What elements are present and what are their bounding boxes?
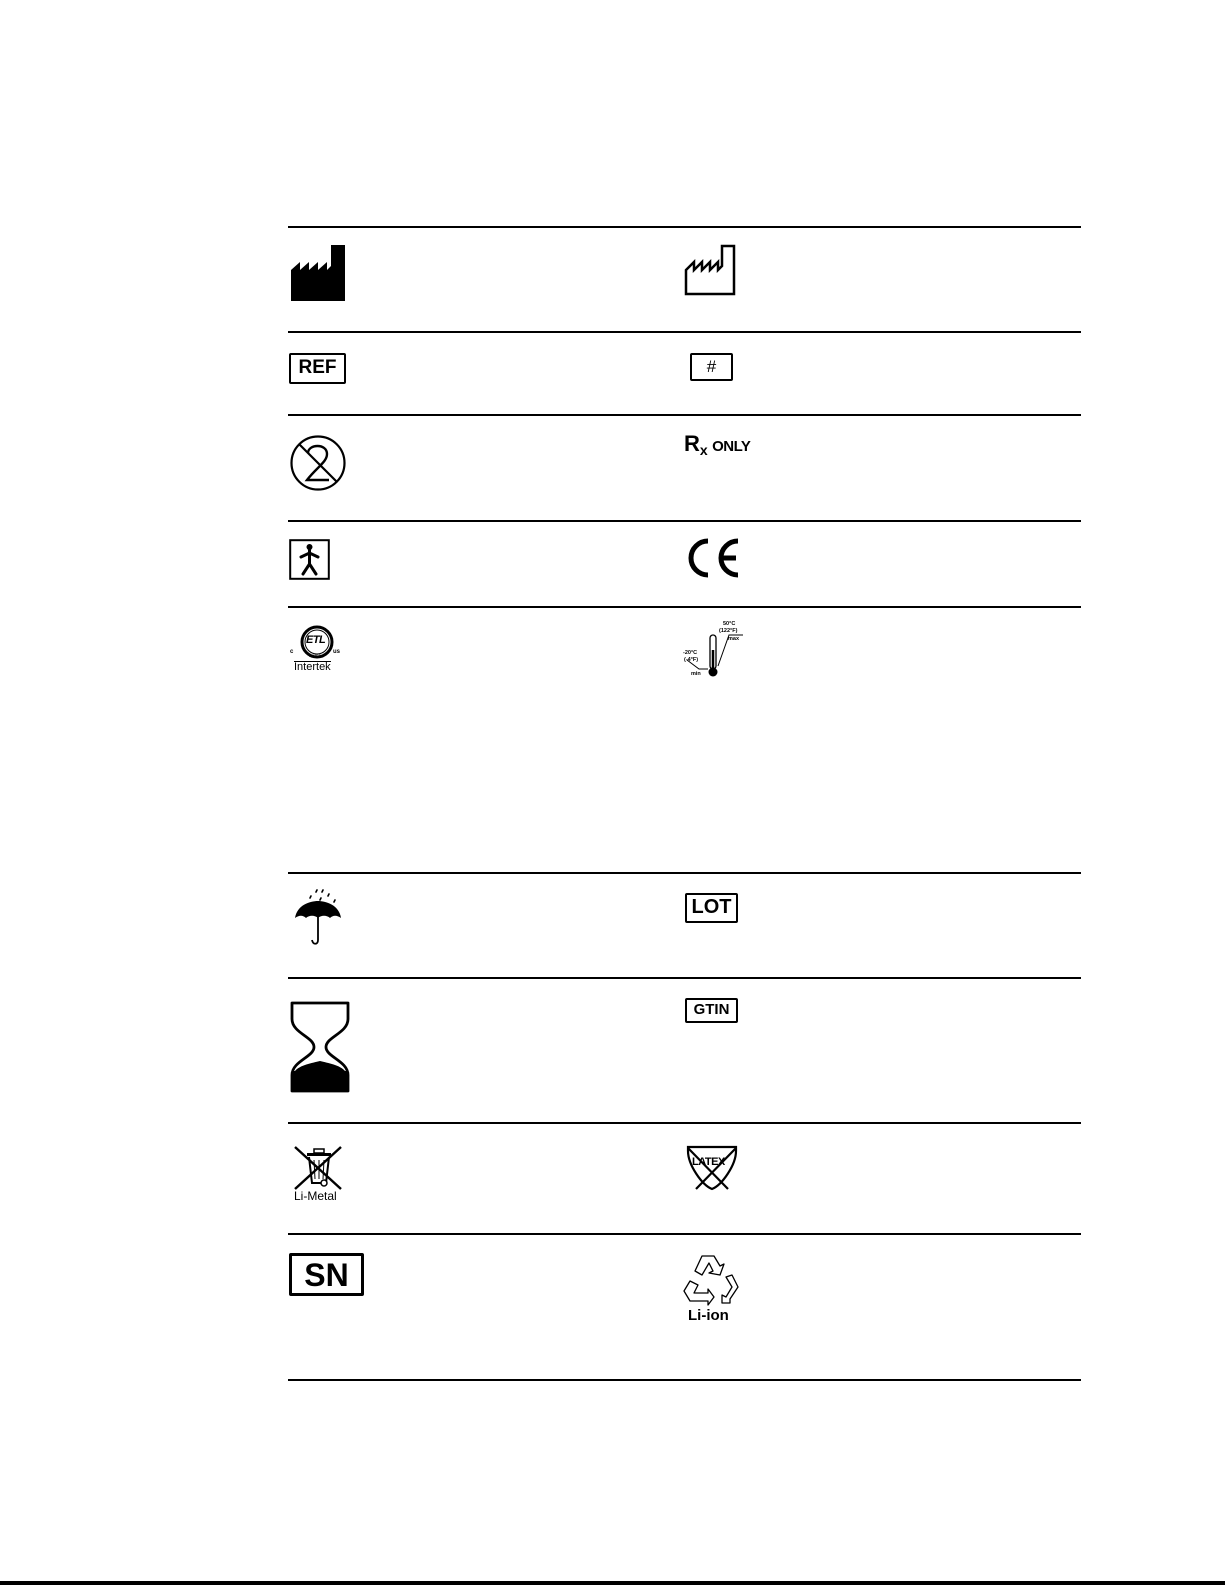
table-rule [288,977,1081,979]
ref-catalog-icon [289,353,346,384]
table-rule [288,331,1081,333]
etl-listed: LISTED [309,654,322,658]
do-not-reuse-icon [289,434,347,492]
temp-min-word: min [691,671,701,677]
date-of-manufacture-icon [684,244,738,296]
rx-r: R [684,431,700,456]
lot-label: LOT [691,896,732,918]
serial-number-icon [289,1253,364,1296]
temp-min-f: (-4°F) [684,657,699,663]
rx-only-icon [684,431,750,457]
manufacturer-icon [290,244,346,302]
sn-label: SN [304,1257,349,1293]
ref-label: REF [298,357,337,378]
gtin-icon [685,998,738,1023]
table-rule [288,1379,1081,1381]
etl-us: us [333,649,341,655]
li-ion-label: Li-ion [688,1307,729,1324]
battery-disposal-icon [292,1145,352,1205]
li-metal-label: Li-Metal [294,1189,337,1203]
temp-min-c: -20°C [683,650,698,656]
ce-mark-icon [684,537,742,579]
etl-listed-icon [289,623,345,681]
recycle-li-ion-icon [682,1253,742,1325]
temperature-limit-icon [683,621,749,680]
lot-icon [685,893,738,923]
latex-label: LATEX [692,1156,725,1168]
model-number-label: # [706,357,717,376]
table-rule [288,226,1081,228]
temp-max-f: (122°F) [719,628,738,634]
temp-max-c: 50°C [723,621,736,627]
table-rule [288,414,1081,416]
gtin-label: GTIN [693,1001,730,1018]
rx-x: x [699,442,708,458]
use-by-date-icon [290,1001,352,1093]
temp-max-word: max [728,636,740,642]
table-rule [288,1122,1081,1124]
rx-only-text: ONLY [712,438,751,455]
table-rule [288,606,1081,608]
type-bf-applied-part-icon [289,539,330,580]
model-number-icon [690,353,733,381]
etl-c: c [290,649,294,655]
table-rule [288,520,1081,522]
table-rule [288,872,1081,874]
etl-brand: Intertek [294,661,331,673]
keep-dry-icon [293,888,343,950]
etl-mark: ETL [306,634,326,646]
page-bottom-edge [0,1581,1225,1585]
latex-free-icon [684,1145,740,1191]
table-rule [288,1233,1081,1235]
